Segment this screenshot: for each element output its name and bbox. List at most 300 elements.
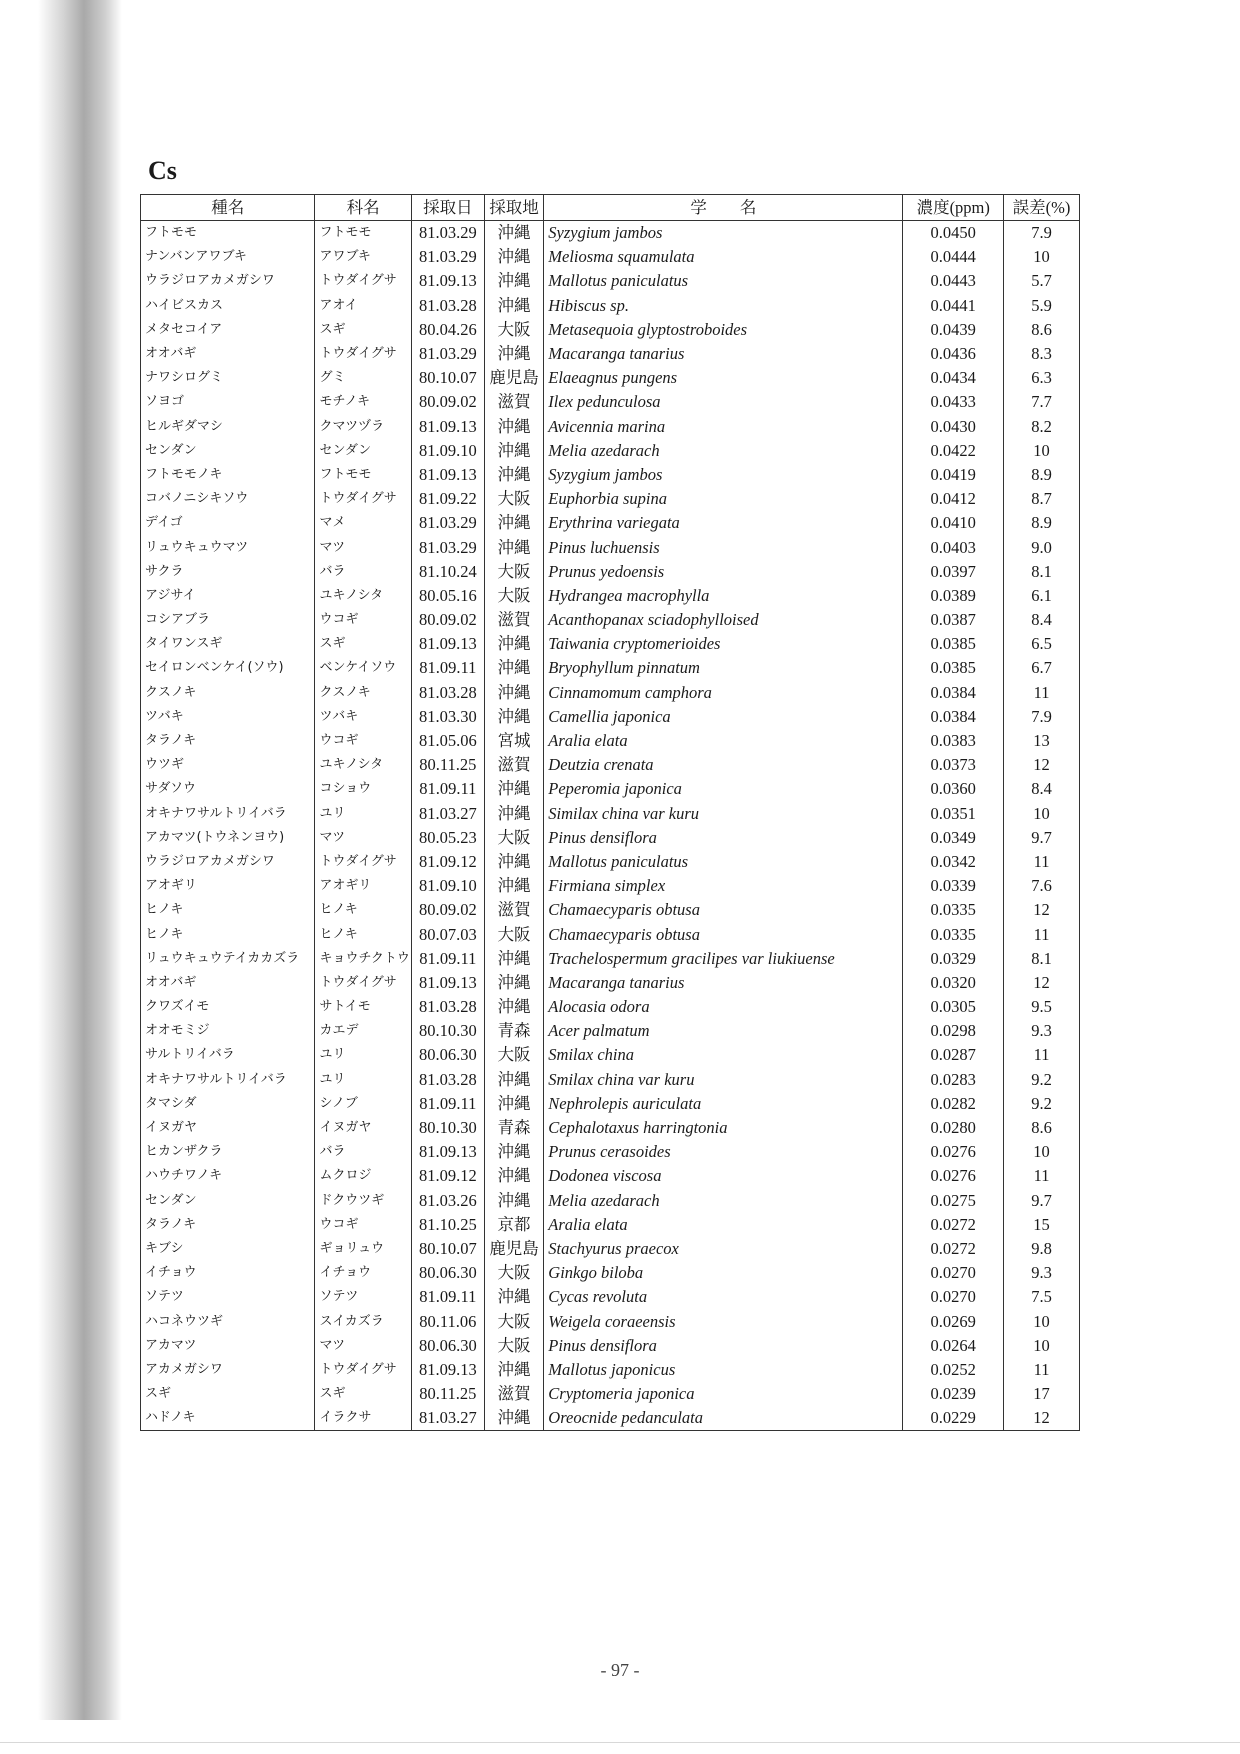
cell-concentration: 0.0252 <box>903 1358 1004 1382</box>
cell-sampling-date: 80.09.02 <box>411 608 484 632</box>
cell-sampling-date: 80.10.07 <box>411 366 484 390</box>
header-family-name: 科名 <box>315 195 411 221</box>
cell-sampling-date: 81.09.11 <box>411 947 484 971</box>
cell-sampling-date: 80.05.16 <box>411 584 484 608</box>
cell-scientific-name: Camellia japonica <box>544 705 903 729</box>
cell-sampling-location: 滋賀 <box>484 390 544 414</box>
table-row <box>141 681 1080 705</box>
cell-error: 10 <box>1004 802 1080 826</box>
cell-concentration: 0.0349 <box>903 826 1004 850</box>
cell-error: 11 <box>1004 681 1080 705</box>
cell-sampling-location: 沖縄 <box>484 705 544 729</box>
cell-family-name: ユリ <box>315 802 411 826</box>
cell-species-name: オキナワサルトリイバラ <box>141 1068 315 1092</box>
cell-family-name: バラ <box>315 1140 411 1164</box>
cell-sampling-location: 沖縄 <box>484 245 544 269</box>
cell-error: 15 <box>1004 1213 1080 1237</box>
cell-family-name: トウダイグサ <box>315 971 411 995</box>
cell-sampling-date: 81.09.13 <box>411 1358 484 1382</box>
cell-concentration: 0.0436 <box>903 342 1004 366</box>
cell-family-name: アワブキ <box>315 245 411 269</box>
cell-concentration: 0.0335 <box>903 922 1004 946</box>
table-header-row <box>141 195 1080 221</box>
cell-scientific-name: Cinnamomum camphora <box>544 681 903 705</box>
cell-species-name: セイロンベンケイ(ソウ) <box>141 656 315 680</box>
cell-sampling-date: 81.09.12 <box>411 1164 484 1188</box>
cell-sampling-location: 沖縄 <box>484 463 544 487</box>
cell-sampling-date: 81.10.25 <box>411 1213 484 1237</box>
cell-sampling-location: 大阪 <box>484 826 544 850</box>
cell-error: 12 <box>1004 1406 1080 1431</box>
cell-family-name: バラ <box>315 560 411 584</box>
cell-sampling-date: 81.09.10 <box>411 874 484 898</box>
table-row <box>141 342 1080 366</box>
cell-scientific-name: Weigela coraeensis <box>544 1309 903 1333</box>
cell-concentration: 0.0410 <box>903 511 1004 535</box>
cell-sampling-location: 沖縄 <box>484 850 544 874</box>
cell-sampling-location: 沖縄 <box>484 777 544 801</box>
cell-species-name: オオバギ <box>141 342 315 366</box>
cell-scientific-name: Prunus yedoensis <box>544 560 903 584</box>
cell-sampling-date: 81.09.13 <box>411 269 484 293</box>
cell-family-name: マツ <box>315 535 411 559</box>
cell-scientific-name: Hydrangea macrophylla <box>544 584 903 608</box>
header-sampling-date: 採取日 <box>411 195 484 221</box>
cell-scientific-name: Bryophyllum pinnatum <box>544 656 903 680</box>
cell-error: 8.9 <box>1004 463 1080 487</box>
cell-concentration: 0.0239 <box>903 1382 1004 1406</box>
cell-concentration: 0.0385 <box>903 632 1004 656</box>
cell-species-name: ナンバンアワブキ <box>141 245 315 269</box>
cell-species-name: ハドノキ <box>141 1406 315 1431</box>
cell-concentration: 0.0320 <box>903 971 1004 995</box>
cell-sampling-date: 81.03.28 <box>411 1068 484 1092</box>
cell-species-name: ハウチワノキ <box>141 1164 315 1188</box>
cell-sampling-location: 沖縄 <box>484 947 544 971</box>
cell-sampling-location: 沖縄 <box>484 874 544 898</box>
cell-scientific-name: Smilax china var kuru <box>544 1068 903 1092</box>
cell-species-name: センダン <box>141 1189 315 1213</box>
cell-sampling-location: 沖縄 <box>484 995 544 1019</box>
cell-error: 5.9 <box>1004 294 1080 318</box>
cell-sampling-date: 81.09.12 <box>411 850 484 874</box>
cell-scientific-name: Peperomia japonica <box>544 777 903 801</box>
table-row <box>141 439 1080 463</box>
cell-error: 8.6 <box>1004 318 1080 342</box>
cell-sampling-location: 沖縄 <box>484 1092 544 1116</box>
element-heading: Cs <box>148 156 177 185</box>
cell-scientific-name: Cycas revoluta <box>544 1285 903 1309</box>
cell-sampling-date: 81.03.27 <box>411 1406 484 1431</box>
cell-family-name: スギ <box>315 318 411 342</box>
cell-concentration: 0.0441 <box>903 294 1004 318</box>
table-row <box>141 1237 1080 1261</box>
table-row <box>141 1116 1080 1140</box>
cell-concentration: 0.0272 <box>903 1213 1004 1237</box>
cell-species-name: ソテツ <box>141 1285 315 1309</box>
cell-sampling-date: 81.05.06 <box>411 729 484 753</box>
cell-error: 8.1 <box>1004 560 1080 584</box>
cell-concentration: 0.0373 <box>903 753 1004 777</box>
cell-scientific-name: Smilax china <box>544 1043 903 1067</box>
cell-scientific-name: Mallotus paniculatus <box>544 269 903 293</box>
cell-error: 6.1 <box>1004 584 1080 608</box>
header-concentration: 濃度(ppm) <box>903 195 1004 221</box>
cell-error: 6.3 <box>1004 366 1080 390</box>
cell-concentration: 0.0270 <box>903 1261 1004 1285</box>
cell-sampling-date: 81.09.11 <box>411 656 484 680</box>
cell-species-name: フトモモノキ <box>141 463 315 487</box>
cell-family-name: シノブ <box>315 1092 411 1116</box>
cell-error: 12 <box>1004 898 1080 922</box>
cell-sampling-location: 大阪 <box>484 1334 544 1358</box>
cell-error: 7.6 <box>1004 874 1080 898</box>
cell-family-name: トウダイグサ <box>315 850 411 874</box>
cell-sampling-date: 80.06.30 <box>411 1261 484 1285</box>
table-row <box>141 318 1080 342</box>
cell-sampling-date: 81.10.24 <box>411 560 484 584</box>
cell-sampling-location: 大阪 <box>484 318 544 342</box>
cell-concentration: 0.0434 <box>903 366 1004 390</box>
cell-species-name: センダン <box>141 439 315 463</box>
cell-family-name: キョウチクトウ <box>315 947 411 971</box>
cell-concentration: 0.0270 <box>903 1285 1004 1309</box>
cell-sampling-location: 大阪 <box>484 1261 544 1285</box>
cell-error: 8.7 <box>1004 487 1080 511</box>
cell-sampling-location: 大阪 <box>484 584 544 608</box>
cell-sampling-date: 80.10.30 <box>411 1116 484 1140</box>
cell-sampling-location: 大阪 <box>484 560 544 584</box>
cell-concentration: 0.0397 <box>903 560 1004 584</box>
cell-family-name: ユリ <box>315 1068 411 1092</box>
cell-family-name: センダン <box>315 439 411 463</box>
cell-family-name: トウダイグサ <box>315 1358 411 1382</box>
cell-concentration: 0.0283 <box>903 1068 1004 1092</box>
cell-scientific-name: Pinus densiflora <box>544 1334 903 1358</box>
table-row <box>141 898 1080 922</box>
table-row <box>141 463 1080 487</box>
header-scientific-name: 学 名 <box>544 195 903 221</box>
cell-error: 11 <box>1004 1164 1080 1188</box>
cell-sampling-location: 宮城 <box>484 729 544 753</box>
cell-sampling-date: 80.09.02 <box>411 898 484 922</box>
cell-family-name: ユキノシタ <box>315 584 411 608</box>
cell-species-name: ソヨゴ <box>141 390 315 414</box>
cell-species-name: アカマツ <box>141 1334 315 1358</box>
table-row <box>141 1140 1080 1164</box>
cell-family-name: ヒノキ <box>315 898 411 922</box>
cell-sampling-date: 80.11.25 <box>411 1382 484 1406</box>
cell-species-name: クスノキ <box>141 681 315 705</box>
cell-species-name: ハイビスカス <box>141 294 315 318</box>
cell-scientific-name: Mallotus paniculatus <box>544 850 903 874</box>
cell-concentration: 0.0276 <box>903 1164 1004 1188</box>
cell-scientific-name: Pinus densiflora <box>544 826 903 850</box>
page-number: - 97 - <box>600 1660 640 1680</box>
cell-sampling-location: 沖縄 <box>484 1358 544 1382</box>
cell-family-name: カエデ <box>315 1019 411 1043</box>
cell-family-name: モチノキ <box>315 390 411 414</box>
cell-concentration: 0.0335 <box>903 898 1004 922</box>
cell-family-name: アオイ <box>315 294 411 318</box>
cell-species-name: コシアブラ <box>141 608 315 632</box>
header-species-name: 種名 <box>141 195 315 221</box>
cell-sampling-date: 80.07.03 <box>411 922 484 946</box>
cell-scientific-name: Melia azedarach <box>544 439 903 463</box>
cell-sampling-location: 沖縄 <box>484 802 544 826</box>
cell-error: 7.9 <box>1004 705 1080 729</box>
table-row <box>141 294 1080 318</box>
table-row <box>141 415 1080 439</box>
cell-concentration: 0.0384 <box>903 681 1004 705</box>
table-row <box>141 850 1080 874</box>
table-row <box>141 1261 1080 1285</box>
cell-sampling-location: 沖縄 <box>484 1164 544 1188</box>
cell-error: 10 <box>1004 1140 1080 1164</box>
cell-error: 8.9 <box>1004 511 1080 535</box>
cell-species-name: アカマツ(トウネンヨウ) <box>141 826 315 850</box>
cell-sampling-date: 81.03.28 <box>411 995 484 1019</box>
cell-sampling-date: 81.09.10 <box>411 439 484 463</box>
cell-concentration: 0.0383 <box>903 729 1004 753</box>
cell-sampling-date: 80.04.26 <box>411 318 484 342</box>
cell-family-name: ソテツ <box>315 1285 411 1309</box>
cell-family-name: グミ <box>315 366 411 390</box>
cell-family-name: ヒノキ <box>315 922 411 946</box>
cell-sampling-date: 80.10.30 <box>411 1019 484 1043</box>
cell-scientific-name: Ilex pedunculosa <box>544 390 903 414</box>
cell-scientific-name: Mallotus japonicus <box>544 1358 903 1382</box>
cell-sampling-location: 青森 <box>484 1116 544 1140</box>
cell-species-name: アジサイ <box>141 584 315 608</box>
cell-scientific-name: Erythrina variegata <box>544 511 903 535</box>
cell-species-name: ツバキ <box>141 705 315 729</box>
cell-sampling-location: 沖縄 <box>484 1406 544 1431</box>
cell-concentration: 0.0339 <box>903 874 1004 898</box>
cell-species-name: ハコネウツギ <box>141 1309 315 1333</box>
cell-concentration: 0.0433 <box>903 390 1004 414</box>
cell-concentration: 0.0389 <box>903 584 1004 608</box>
cell-species-name: アカメガシワ <box>141 1358 315 1382</box>
cell-scientific-name: Acanthopanax sciadophylloised <box>544 608 903 632</box>
cell-family-name: スギ <box>315 632 411 656</box>
cell-sampling-location: 鹿児島 <box>484 366 544 390</box>
cell-concentration: 0.0384 <box>903 705 1004 729</box>
cell-concentration: 0.0360 <box>903 777 1004 801</box>
cell-species-name: デイゴ <box>141 511 315 535</box>
cell-family-name: マメ <box>315 511 411 535</box>
cell-species-name: イヌガヤ <box>141 1116 315 1140</box>
cell-error: 8.1 <box>1004 947 1080 971</box>
cell-family-name: スイカズラ <box>315 1309 411 1333</box>
cell-sampling-location: 沖縄 <box>484 656 544 680</box>
cell-sampling-location: 沖縄 <box>484 342 544 366</box>
cell-concentration: 0.0439 <box>903 318 1004 342</box>
cell-scientific-name: Macaranga tanarius <box>544 342 903 366</box>
table-row <box>141 874 1080 898</box>
cell-scientific-name: Pinus luchuensis <box>544 535 903 559</box>
cell-family-name: アオギリ <box>315 874 411 898</box>
cell-sampling-location: 沖縄 <box>484 221 544 246</box>
table-row <box>141 826 1080 850</box>
table-row <box>141 560 1080 584</box>
cell-error: 7.5 <box>1004 1285 1080 1309</box>
cell-sampling-date: 81.09.13 <box>411 971 484 995</box>
cell-sampling-date: 81.03.29 <box>411 245 484 269</box>
cell-scientific-name: Macaranga tanarius <box>544 971 903 995</box>
cell-family-name: イラクサ <box>315 1406 411 1431</box>
cell-error: 9.0 <box>1004 535 1080 559</box>
cell-family-name: ツバキ <box>315 705 411 729</box>
table-row <box>141 729 1080 753</box>
cell-sampling-location: 沖縄 <box>484 971 544 995</box>
cell-species-name: イチョウ <box>141 1261 315 1285</box>
cell-error: 11 <box>1004 850 1080 874</box>
cell-family-name: フトモモ <box>315 221 411 246</box>
cell-error: 11 <box>1004 1043 1080 1067</box>
cell-family-name: トウダイグサ <box>315 342 411 366</box>
table-row <box>141 1164 1080 1188</box>
cell-concentration: 0.0298 <box>903 1019 1004 1043</box>
cell-sampling-location: 沖縄 <box>484 632 544 656</box>
cell-sampling-location: 沖縄 <box>484 1285 544 1309</box>
cell-error: 9.8 <box>1004 1237 1080 1261</box>
cell-family-name: ウコギ <box>315 1213 411 1237</box>
table-row <box>141 995 1080 1019</box>
cell-species-name: アオギリ <box>141 874 315 898</box>
table-row <box>141 802 1080 826</box>
table-row <box>141 1285 1080 1309</box>
cell-sampling-location: 滋賀 <box>484 753 544 777</box>
cell-concentration: 0.0430 <box>903 415 1004 439</box>
cell-sampling-date: 80.06.30 <box>411 1334 484 1358</box>
cell-sampling-date: 81.03.26 <box>411 1189 484 1213</box>
table-row <box>141 922 1080 946</box>
table-row <box>141 269 1080 293</box>
cell-error: 9.3 <box>1004 1261 1080 1285</box>
cell-sampling-location: 沖縄 <box>484 535 544 559</box>
cell-scientific-name: Syzygium jambos <box>544 463 903 487</box>
cell-sampling-location: 沖縄 <box>484 511 544 535</box>
cell-scientific-name: Ginkgo biloba <box>544 1261 903 1285</box>
cell-sampling-location: 大阪 <box>484 487 544 511</box>
cell-concentration: 0.0275 <box>903 1189 1004 1213</box>
cell-family-name: フトモモ <box>315 463 411 487</box>
table-row <box>141 1309 1080 1333</box>
cell-family-name: マツ <box>315 826 411 850</box>
cell-sampling-date: 81.09.22 <box>411 487 484 511</box>
cell-sampling-date: 81.09.11 <box>411 777 484 801</box>
table-row <box>141 947 1080 971</box>
cell-sampling-date: 80.11.25 <box>411 753 484 777</box>
cell-family-name: ムクロジ <box>315 1164 411 1188</box>
cell-error: 10 <box>1004 1334 1080 1358</box>
cell-scientific-name: Elaeagnus pungens <box>544 366 903 390</box>
cell-species-name: ウラジロアカメガシワ <box>141 269 315 293</box>
cell-sampling-date: 81.09.13 <box>411 632 484 656</box>
cell-error: 12 <box>1004 753 1080 777</box>
cell-species-name: タラノキ <box>141 1213 315 1237</box>
cell-scientific-name: Aralia elata <box>544 729 903 753</box>
cell-sampling-date: 80.05.23 <box>411 826 484 850</box>
cell-sampling-location: 沖縄 <box>484 681 544 705</box>
cell-scientific-name: Cephalotaxus harringtonia <box>544 1116 903 1140</box>
cell-scientific-name: Deutzia crenata <box>544 753 903 777</box>
cell-scientific-name: Chamaecyparis obtusa <box>544 898 903 922</box>
table-row <box>141 1358 1080 1382</box>
cell-error: 17 <box>1004 1382 1080 1406</box>
cell-family-name: コショウ <box>315 777 411 801</box>
table-row <box>141 1068 1080 1092</box>
table-row <box>141 705 1080 729</box>
table-row <box>141 1019 1080 1043</box>
cell-sampling-location: 沖縄 <box>484 1189 544 1213</box>
table-row <box>141 1043 1080 1067</box>
table-row <box>141 1189 1080 1213</box>
cell-sampling-date: 81.03.30 <box>411 705 484 729</box>
cell-concentration: 0.0450 <box>903 221 1004 246</box>
table-row <box>141 245 1080 269</box>
cell-sampling-location: 沖縄 <box>484 294 544 318</box>
cell-family-name: ユキノシタ <box>315 753 411 777</box>
cell-error: 8.2 <box>1004 415 1080 439</box>
table-body <box>141 221 1080 1431</box>
table-row <box>141 221 1080 246</box>
cell-sampling-date: 80.10.07 <box>411 1237 484 1261</box>
cell-sampling-date: 81.09.13 <box>411 1140 484 1164</box>
cell-error: 9.3 <box>1004 1019 1080 1043</box>
cell-sampling-date: 81.03.29 <box>411 535 484 559</box>
cell-sampling-location: 滋賀 <box>484 1382 544 1406</box>
cell-species-name: リュウキュウテイカカズラ <box>141 947 315 971</box>
cell-sampling-location: 滋賀 <box>484 608 544 632</box>
cell-family-name: ベンケイソウ <box>315 656 411 680</box>
cell-species-name: クワズイモ <box>141 995 315 1019</box>
cell-concentration: 0.0282 <box>903 1092 1004 1116</box>
cell-sampling-date: 81.03.29 <box>411 342 484 366</box>
cell-concentration: 0.0329 <box>903 947 1004 971</box>
cell-error: 8.4 <box>1004 777 1080 801</box>
cell-concentration: 0.0403 <box>903 535 1004 559</box>
table-row <box>141 584 1080 608</box>
cell-species-name: フトモモ <box>141 221 315 246</box>
cell-sampling-date: 80.09.02 <box>411 390 484 414</box>
cell-scientific-name: Melia azedarach <box>544 1189 903 1213</box>
table-row <box>141 777 1080 801</box>
cell-concentration: 0.0287 <box>903 1043 1004 1067</box>
cell-species-name: タイワンスギ <box>141 632 315 656</box>
cell-error: 9.2 <box>1004 1092 1080 1116</box>
cell-scientific-name: Hibiscus sp. <box>544 294 903 318</box>
cell-error: 9.7 <box>1004 1189 1080 1213</box>
cell-error: 11 <box>1004 1358 1080 1382</box>
cell-species-name: ウラジロアカメガシワ <box>141 850 315 874</box>
cell-concentration: 0.0385 <box>903 656 1004 680</box>
cell-species-name: タラノキ <box>141 729 315 753</box>
cell-scientific-name: Similax china var kuru <box>544 802 903 826</box>
header-error: 誤差(%) <box>1004 195 1080 221</box>
cell-error: 9.7 <box>1004 826 1080 850</box>
cell-scientific-name: Alocasia odora <box>544 995 903 1019</box>
cell-concentration: 0.0305 <box>903 995 1004 1019</box>
cell-sampling-date: 81.03.29 <box>411 511 484 535</box>
cell-scientific-name: Chamaecyparis obtusa <box>544 922 903 946</box>
cell-scientific-name: Avicennia marina <box>544 415 903 439</box>
cell-error: 7.7 <box>1004 390 1080 414</box>
cell-sampling-location: 大阪 <box>484 1043 544 1067</box>
table-row <box>141 1382 1080 1406</box>
cell-sampling-date: 81.09.11 <box>411 1285 484 1309</box>
